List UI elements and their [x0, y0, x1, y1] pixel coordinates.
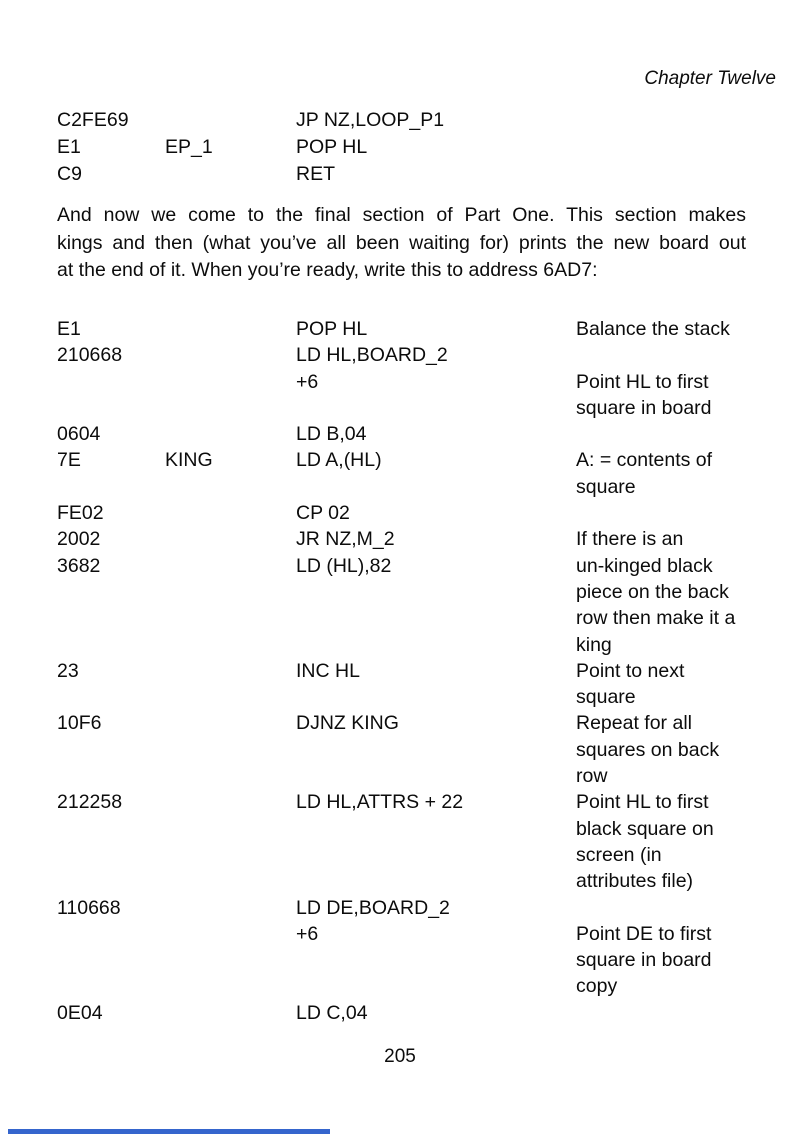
hex-cell: 110668 — [57, 896, 121, 919]
comment-cell: square — [576, 686, 636, 709]
comment-cell: Repeat for all — [576, 712, 692, 735]
label-cell — [165, 316, 296, 342]
comment-cell: Balance the stack — [576, 318, 730, 340]
listing-row — [57, 895, 766, 921]
hex-cell — [57, 474, 165, 500]
hex-cell: C2FE69 — [57, 109, 129, 131]
hex-cell — [57, 947, 165, 973]
instr-cell — [296, 763, 576, 789]
label-cell — [165, 737, 296, 763]
listing-main — [57, 316, 766, 1026]
listing-row — [57, 842, 766, 868]
comment-cell: square — [576, 475, 636, 498]
hex-cell: FE02 — [57, 502, 104, 525]
comment-cell: squares on back — [576, 738, 720, 761]
instr-cell: LD DE,BOARD_2 — [296, 896, 450, 919]
hex-cell — [57, 605, 165, 631]
listing-row — [57, 973, 766, 999]
instr-cell: CP 02 — [296, 502, 350, 525]
instr-cell: POP HL — [296, 135, 368, 158]
label-cell — [165, 842, 296, 868]
listing-row — [57, 421, 766, 447]
label-cell — [165, 947, 296, 973]
instr-cell — [296, 737, 576, 763]
label-cell — [165, 684, 296, 710]
listing-top — [57, 107, 576, 187]
listing-row — [57, 947, 766, 973]
hex-cell — [57, 395, 165, 421]
comment-cell — [576, 421, 766, 447]
instr-cell: JR NZ,M_2 — [296, 528, 395, 551]
hex-cell: 7E — [57, 449, 81, 472]
listing-row — [57, 710, 766, 736]
instr-cell — [296, 868, 576, 894]
label-cell — [165, 816, 296, 842]
listing-row — [57, 632, 766, 658]
listing-row — [57, 737, 766, 763]
comment-cell: king — [576, 633, 612, 656]
instr-cell — [296, 684, 576, 710]
instr-cell: INC HL — [296, 659, 360, 682]
label-cell — [165, 500, 296, 526]
label-cell — [165, 579, 296, 605]
instr-cell: JP NZ,LOOP_P1 — [296, 109, 445, 131]
label-cell — [165, 342, 296, 368]
instr-cell: LD HL,ATTRS + 22 — [296, 791, 464, 814]
instr-cell — [296, 605, 576, 631]
scan-artifact-bar — [8, 1129, 330, 1134]
instr-cell — [296, 579, 576, 605]
hex-cell — [57, 737, 165, 763]
comment-cell: Point DE to first — [576, 922, 712, 945]
comment-cell: attributes file) — [576, 870, 694, 893]
paragraph-line: at the end of it. When you’re ready, write this to address 6AD7: — [57, 259, 598, 281]
hex-cell: 210668 — [57, 344, 123, 367]
listing-row — [57, 658, 766, 684]
listing-row — [57, 789, 766, 815]
hex-cell: 2002 — [57, 528, 101, 551]
instr-cell — [296, 632, 576, 658]
instr-cell: DJNZ KING — [296, 712, 399, 735]
instr-cell: LD HL,BOARD_2 — [296, 344, 448, 367]
hex-cell: 212258 — [57, 791, 123, 814]
comment-cell — [576, 500, 766, 526]
listing-row — [57, 474, 766, 500]
comment-cell: Point HL to first — [576, 370, 709, 393]
comment-cell: black square on — [576, 817, 714, 840]
label-cell — [165, 553, 296, 579]
comment-cell: Point HL to first — [576, 791, 709, 814]
hex-cell — [57, 632, 165, 658]
hex-cell: E1 — [57, 135, 81, 158]
label-cell — [165, 474, 296, 500]
label-cell — [165, 895, 296, 921]
listing-row — [57, 553, 766, 579]
hex-cell: C9 — [57, 162, 82, 185]
hex-cell — [57, 868, 165, 894]
listing-row — [57, 816, 766, 842]
intro-paragraph — [57, 202, 746, 285]
comment-cell: row then make it a — [576, 607, 736, 630]
listing-row — [57, 921, 766, 947]
instr-cell — [296, 816, 576, 842]
listing-row — [57, 579, 766, 605]
hex-cell — [57, 921, 165, 947]
label-cell — [165, 107, 296, 134]
label-cell: KING — [165, 449, 213, 472]
hex-cell — [57, 842, 165, 868]
comment-cell: copy — [576, 975, 618, 998]
instr-cell — [296, 947, 576, 973]
comment-cell — [576, 895, 766, 921]
label-cell — [165, 395, 296, 421]
comment-cell — [576, 1000, 766, 1026]
instr-cell: RET — [296, 162, 335, 185]
hex-cell — [57, 369, 165, 395]
instr-cell: +6 — [296, 370, 319, 393]
comment-cell: piece on the back — [576, 580, 729, 603]
label-cell — [165, 1000, 296, 1026]
hex-cell — [57, 579, 165, 605]
label-cell — [165, 632, 296, 658]
hex-cell: 0E04 — [57, 1001, 103, 1024]
hex-cell: 3682 — [57, 554, 101, 577]
label-cell — [165, 605, 296, 631]
hex-cell: 0604 — [57, 423, 101, 446]
listing-row — [57, 369, 766, 395]
hex-cell — [57, 684, 165, 710]
listing-row — [57, 763, 766, 789]
hex-cell: 23 — [57, 659, 79, 682]
comment-cell: square in board — [576, 949, 712, 972]
listing-row — [57, 134, 576, 161]
listing-row — [57, 868, 766, 894]
listing-row — [57, 1000, 766, 1026]
instr-cell: LD B,04 — [296, 423, 367, 446]
listing-row — [57, 342, 766, 368]
instr-cell — [296, 842, 576, 868]
label-cell — [165, 526, 296, 552]
comment-cell: screen (in — [576, 843, 662, 866]
listing-row — [57, 395, 766, 421]
instr-cell: LD (HL),82 — [296, 554, 392, 577]
listing-row — [57, 316, 766, 342]
listing-row — [57, 500, 766, 526]
hex-cell — [57, 973, 165, 999]
label-cell — [165, 710, 296, 736]
hex-cell — [57, 763, 165, 789]
label-cell — [165, 921, 296, 947]
label-cell — [165, 868, 296, 894]
comment-cell: square in board — [576, 396, 712, 419]
hex-cell: 10F6 — [57, 712, 102, 735]
comment-cell: un-kinged black — [576, 554, 713, 577]
label-cell — [165, 973, 296, 999]
label-cell — [165, 658, 296, 684]
comment-cell — [576, 342, 766, 368]
instr-cell: LD A,(HL) — [296, 449, 382, 472]
instr-cell — [296, 474, 576, 500]
label-cell: EP_1 — [165, 135, 213, 158]
listing-row — [57, 161, 576, 188]
instr-cell — [296, 973, 576, 999]
comment-cell: Point to next — [576, 659, 685, 682]
paragraph-line: And now we come to the final section of Part One. This section makes — [57, 204, 746, 226]
listing-row — [57, 684, 766, 710]
instr-cell: +6 — [296, 922, 319, 945]
instr-cell: LD C,04 — [296, 1001, 368, 1024]
label-cell — [165, 369, 296, 395]
listing-row — [57, 526, 766, 552]
label-cell — [165, 789, 296, 815]
comment-cell: If there is an — [576, 528, 684, 551]
listing-row — [57, 107, 576, 134]
comment-cell: A: = contents of — [576, 449, 713, 472]
page-number: 205 — [384, 1046, 416, 1067]
instr-cell: POP HL — [296, 318, 368, 340]
listing-row — [57, 447, 766, 473]
label-cell — [165, 421, 296, 447]
label-cell — [165, 763, 296, 789]
instr-cell — [296, 395, 576, 421]
paragraph-line: kings and then (what you’ve all been waiting for) prints the new board out — [57, 231, 746, 254]
hex-cell — [57, 816, 165, 842]
comment-cell: row — [576, 765, 608, 788]
listing-row — [57, 605, 766, 631]
label-cell — [165, 161, 296, 188]
hex-cell: E1 — [57, 318, 81, 340]
chapter-header: Chapter Twelve — [644, 68, 776, 89]
